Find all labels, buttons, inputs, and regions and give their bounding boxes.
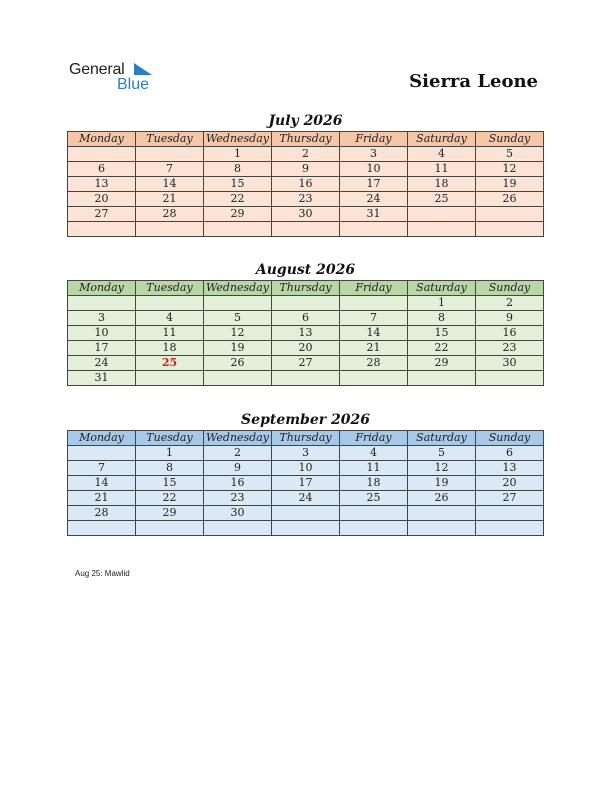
weekday-header: Monday: [68, 431, 136, 446]
day-cell: [136, 521, 204, 536]
day-cell: 7: [136, 162, 204, 177]
day-cell: 19: [476, 177, 544, 192]
day-cell: 5: [476, 147, 544, 162]
day-cell: [272, 296, 340, 311]
day-cell: 21: [68, 491, 136, 506]
day-cell: [476, 371, 544, 386]
day-cell: 12: [476, 162, 544, 177]
day-cell: [136, 296, 204, 311]
weekday-header: Tuesday: [136, 281, 204, 296]
day-cell: 2: [476, 296, 544, 311]
day-cell: 13: [476, 461, 544, 476]
day-cell: 12: [204, 326, 272, 341]
day-cell: [68, 222, 136, 237]
day-cell: [340, 222, 408, 237]
day-cell: 11: [340, 461, 408, 476]
day-cell: 24: [340, 192, 408, 207]
weekday-header: Thursday: [272, 132, 340, 147]
day-cell: 22: [204, 192, 272, 207]
week-row: [68, 356, 544, 371]
week-row: [68, 192, 544, 207]
day-cell: 24: [272, 491, 340, 506]
day-cell: 28: [340, 356, 408, 371]
day-cell: 4: [408, 147, 476, 162]
weekday-header-row: [68, 431, 544, 446]
month-august: [67, 260, 544, 386]
week-row: [68, 371, 544, 386]
day-cell: 22: [408, 341, 476, 356]
day-cell: 8: [136, 461, 204, 476]
day-cell: 1: [136, 446, 204, 461]
week-row: [68, 521, 544, 536]
day-cell: [136, 371, 204, 386]
weekday-header: Monday: [68, 281, 136, 296]
day-cell: 3: [68, 311, 136, 326]
month-july: [67, 111, 544, 237]
day-cell: 25: [136, 356, 204, 371]
weekday-header: Saturday: [408, 281, 476, 296]
weekday-header: Sunday: [476, 431, 544, 446]
day-cell: 3: [272, 446, 340, 461]
day-cell: 20: [476, 476, 544, 491]
day-cell: [408, 521, 476, 536]
week-row: [68, 162, 544, 177]
day-cell: 5: [408, 446, 476, 461]
day-cell: 22: [136, 491, 204, 506]
day-cell: 29: [408, 356, 476, 371]
day-cell: 27: [272, 356, 340, 371]
day-cell: [408, 222, 476, 237]
day-cell: 1: [408, 296, 476, 311]
day-cell: 18: [340, 476, 408, 491]
day-cell: 8: [408, 311, 476, 326]
weekday-header-row: [68, 132, 544, 147]
day-cell: [68, 147, 136, 162]
weekday-header: Wednesday: [204, 431, 272, 446]
day-cell: 21: [340, 341, 408, 356]
day-cell: 7: [68, 461, 136, 476]
month-title: July 2026: [268, 113, 343, 129]
day-cell: 2: [204, 446, 272, 461]
day-cell: [340, 521, 408, 536]
day-cell: 1: [204, 147, 272, 162]
day-cell: 9: [204, 461, 272, 476]
day-cell: 2: [272, 147, 340, 162]
day-cell: [68, 521, 136, 536]
day-cell: 26: [204, 356, 272, 371]
day-cell: 19: [204, 341, 272, 356]
day-cell: 26: [476, 192, 544, 207]
day-cell: 28: [136, 207, 204, 222]
day-cell: 21: [136, 192, 204, 207]
day-cell: [476, 222, 544, 237]
day-cell: 14: [136, 177, 204, 192]
weekday-header: Thursday: [272, 281, 340, 296]
day-cell: 5: [204, 311, 272, 326]
logo-blue-text: Blue: [117, 76, 150, 93]
day-cell: 6: [68, 162, 136, 177]
week-row: [68, 326, 544, 341]
week-row: [68, 491, 544, 506]
weekday-header: Sunday: [476, 132, 544, 147]
week-row: [68, 207, 544, 222]
week-row: [68, 177, 544, 192]
day-cell: 31: [340, 207, 408, 222]
day-cell: 11: [136, 326, 204, 341]
day-cell: [340, 296, 408, 311]
weekday-header: Friday: [340, 281, 408, 296]
day-cell: [136, 222, 204, 237]
weekday-header-row: [68, 281, 544, 296]
day-cell: [136, 147, 204, 162]
week-row: [68, 446, 544, 461]
day-cell: [408, 371, 476, 386]
week-row: [68, 222, 544, 237]
day-cell: 25: [408, 192, 476, 207]
weekday-header: Wednesday: [204, 132, 272, 147]
day-cell: 29: [136, 506, 204, 521]
day-cell: 8: [204, 162, 272, 177]
day-cell: 13: [272, 326, 340, 341]
day-cell: 11: [408, 162, 476, 177]
weekday-header: Monday: [68, 132, 136, 147]
day-cell: [68, 446, 136, 461]
day-cell: [340, 371, 408, 386]
day-cell: 10: [68, 326, 136, 341]
day-cell: 10: [272, 461, 340, 476]
week-row: [68, 296, 544, 311]
logo-flag-icon: [134, 63, 154, 77]
weekday-header: Sunday: [476, 281, 544, 296]
day-cell: 30: [204, 506, 272, 521]
logo: [69, 61, 159, 95]
day-cell: 17: [340, 177, 408, 192]
day-cell: 6: [476, 446, 544, 461]
day-cell: 16: [204, 476, 272, 491]
day-cell: [272, 521, 340, 536]
calendar-table: [67, 280, 544, 386]
week-row: [68, 506, 544, 521]
weekday-header: Friday: [340, 132, 408, 147]
day-cell: 30: [476, 356, 544, 371]
day-cell: [272, 371, 340, 386]
day-cell: [68, 296, 136, 311]
day-cell: 30: [272, 207, 340, 222]
day-cell: 27: [476, 491, 544, 506]
day-cell: 12: [408, 461, 476, 476]
day-cell: 10: [340, 162, 408, 177]
day-cell: [408, 506, 476, 521]
country-title: Sierra Leone: [409, 71, 538, 92]
day-cell: [408, 207, 476, 222]
holiday-note: Aug 25: Mawlid: [75, 569, 130, 578]
day-cell: 17: [272, 476, 340, 491]
week-row: [68, 311, 544, 326]
day-cell: [272, 222, 340, 237]
calendar-table: [67, 131, 544, 237]
day-cell: 14: [340, 326, 408, 341]
day-cell: 23: [476, 341, 544, 356]
day-cell: [204, 371, 272, 386]
day-cell: 26: [408, 491, 476, 506]
day-cell: 29: [204, 207, 272, 222]
weekday-header: Thursday: [272, 431, 340, 446]
week-row: [68, 341, 544, 356]
calendar-table: [67, 430, 544, 536]
day-cell: [476, 521, 544, 536]
weekday-header: Saturday: [408, 431, 476, 446]
weekday-header: Friday: [340, 431, 408, 446]
day-cell: [340, 506, 408, 521]
day-cell: [476, 207, 544, 222]
day-cell: [476, 506, 544, 521]
day-cell: 7: [340, 311, 408, 326]
day-cell: [204, 296, 272, 311]
day-cell: 14: [68, 476, 136, 491]
day-cell: 16: [476, 326, 544, 341]
day-cell: [272, 506, 340, 521]
day-cell: 16: [272, 177, 340, 192]
day-cell: 3: [340, 147, 408, 162]
day-cell: 24: [68, 356, 136, 371]
day-cell: 9: [272, 162, 340, 177]
day-cell: 20: [68, 192, 136, 207]
month-title: August 2026: [255, 262, 356, 278]
day-cell: 15: [204, 177, 272, 192]
day-cell: 19: [408, 476, 476, 491]
weekday-header: Tuesday: [136, 431, 204, 446]
day-cell: 15: [408, 326, 476, 341]
day-cell: 18: [408, 177, 476, 192]
month-september: [67, 410, 544, 536]
day-cell: 13: [68, 177, 136, 192]
day-cell: [204, 521, 272, 536]
weekday-header: Tuesday: [136, 132, 204, 147]
day-cell: 20: [272, 341, 340, 356]
week-row: [68, 147, 544, 162]
week-row: [68, 476, 544, 491]
month-title: September 2026: [241, 412, 370, 428]
day-cell: 9: [476, 311, 544, 326]
weekday-header: Saturday: [408, 132, 476, 147]
day-cell: 18: [136, 341, 204, 356]
day-cell: 28: [68, 506, 136, 521]
day-cell: 4: [136, 311, 204, 326]
week-row: [68, 461, 544, 476]
day-cell: 15: [136, 476, 204, 491]
logo-general-text: General: [69, 61, 125, 78]
day-cell: 23: [272, 192, 340, 207]
day-cell: 31: [68, 371, 136, 386]
day-cell: 4: [340, 446, 408, 461]
day-cell: [204, 222, 272, 237]
day-cell: 17: [68, 341, 136, 356]
day-cell: 25: [340, 491, 408, 506]
weekday-header: Wednesday: [204, 281, 272, 296]
day-cell: 23: [204, 491, 272, 506]
day-cell: 6: [272, 311, 340, 326]
day-cell: 27: [68, 207, 136, 222]
